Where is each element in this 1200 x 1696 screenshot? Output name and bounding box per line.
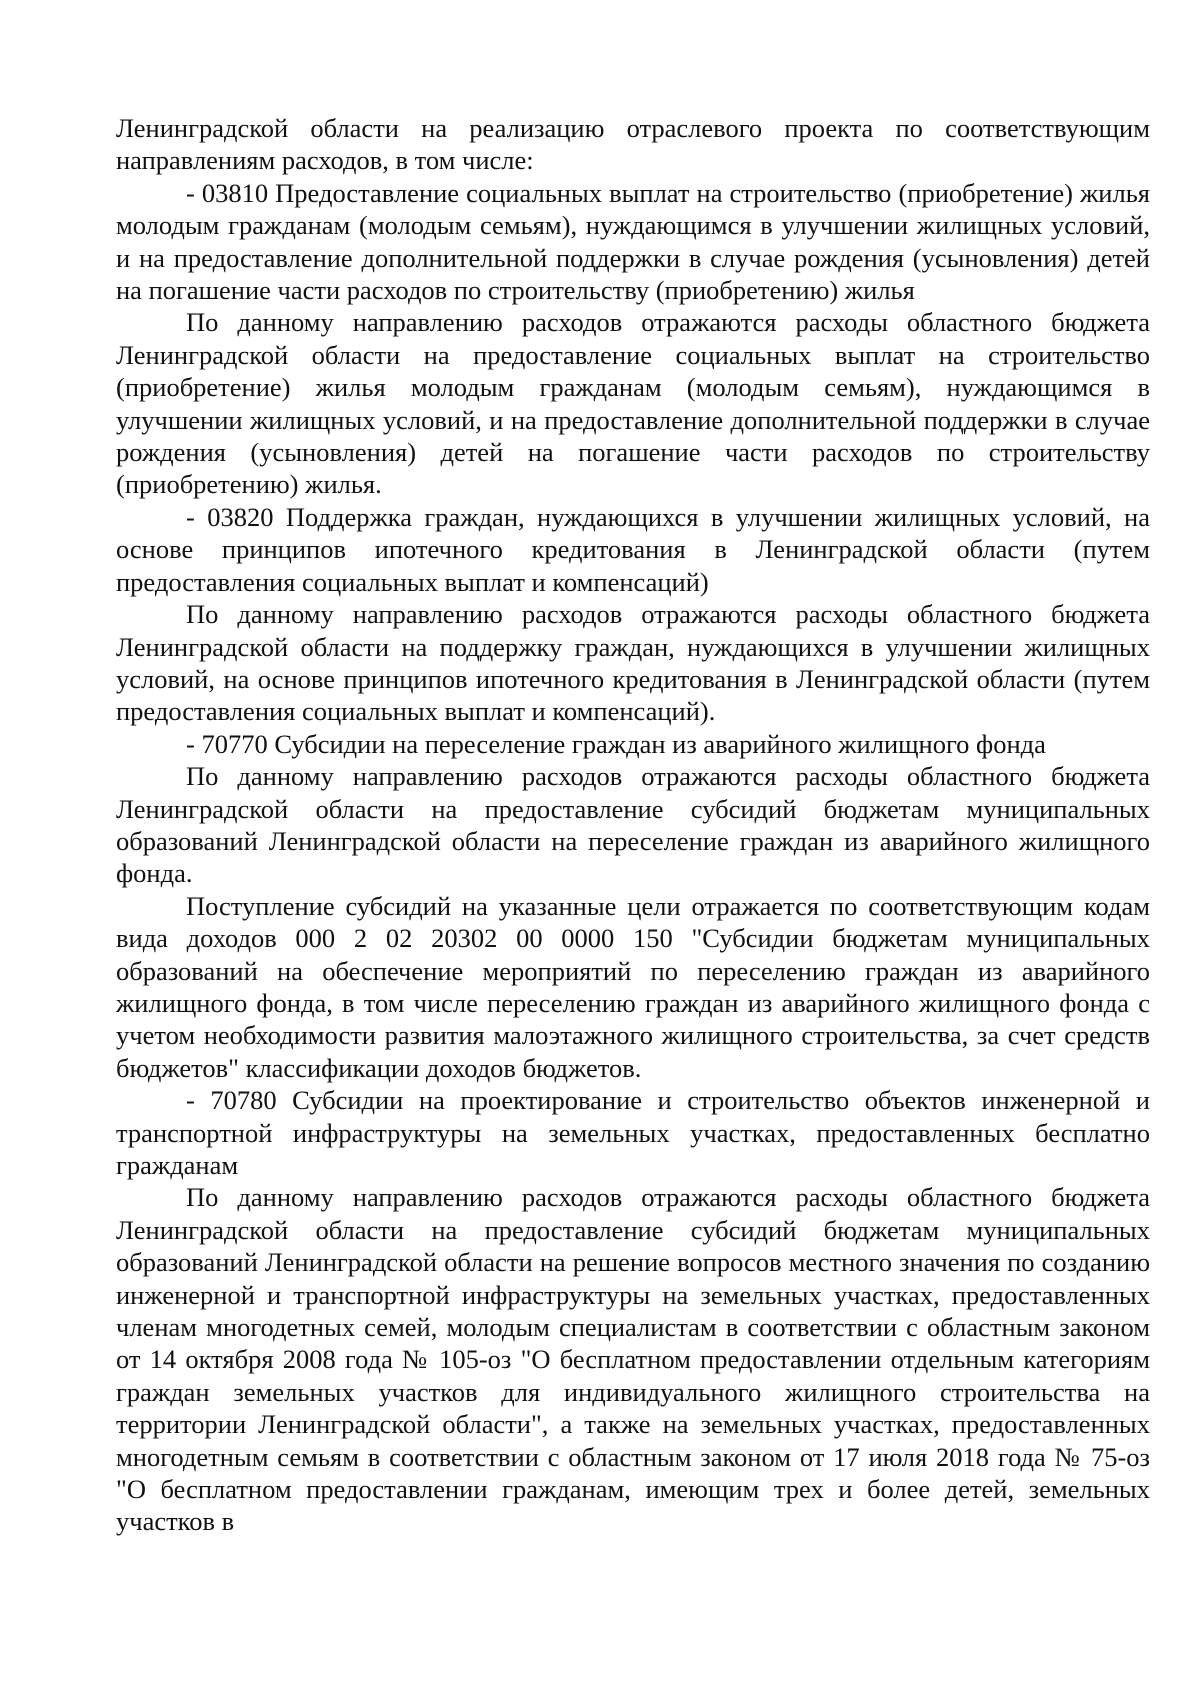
paragraph-6: - 70770 Субсидии на переселение граждан из аварийного жилищного фонда <box>186 728 1046 759</box>
paragraph-3: По данному направлению расходов отражаются расходы областного бюджета Ленинградской области на предоставление социальных выплат на строительство (приобретение) жилья молодым гражданам (молодым семьям), нуждающимся в улучшении жилищных условий, и на предоставление дополнительной поддержки в случае рождения (усыновления) детей на погашение части расходов по строительству (приобретению) жилья. <box>116 307 1150 500</box>
paragraph-5: По данному направлению расходов отражаются расходы областного бюджета Ленинградской области на поддержку граждан, нуждающихся в улучшении жилищных условий, на основе принципов ипотечного кредитования в Ленинградской области (путем предоставления социальных выплат и компенсаций). <box>116 599 1150 727</box>
paragraph-9: - 70780 Субсидии на проектирование и строительство объектов инженерной и транспортной инфраструктуры на земельных участках, предоставленных бесплатно гражданам <box>116 1085 1150 1180</box>
paragraph-1: Ленинградской области на реализацию отраслевого проекта по соответствующим направлениям расходов, в том числе: <box>116 113 1150 176</box>
paragraph-2: - 03810 Предоставление социальных выплат на строительство (приобретение) жилья молодым гражданам (молодым семьям), нуждающимся в улучшении жилищных условий, и на предоставление дополнительной поддержки в случае рождения (усыновления) детей на погашение части расходов по строительству (приобретению) жилья <box>116 177 1150 306</box>
paragraph-8: Поступление субсидий на указанные цели отражается по соответствующим кодам вида доходов 000 2 02 20302 00 0000 150 "Субсидии бюджетам муниципальных образований на обеспечение мероприятий по переселению граждан из аварийного жилищного фонда, в том числе переселению граждан из аварийного жилищного фонда с учетом необходимости развития малоэтажного жилищного строительства, за счет средств бюджетов" классификации доходов бюджетов. <box>116 890 1150 1083</box>
document-page <box>116 112 1150 1538</box>
paragraph-10: По данному направлению расходов отражаются расходы областного бюджета Ленинградской области на предоставление субсидий бюджетам муниципальных образований Ленинградской области на решение вопросов местного значения по созданию инженерной и транспортной инфраструктуры на земельных участках, предоставленных членам многодетных семей, молодым специалистам в соответствии с областным законом от 14 октября 2008 года № 105-оз "О бесплатном предоставлении отдельным категориям граждан земельных участков для индивидуального жилищного строительства на территории Ленинградской области", а также на земельных участках, предоставленных многодетным семьям в соответствии с областным законом от 17 июля 2018 года № 75-оз "О бесплатном предоставлении гражданам, имеющим трех и более детей, земельных участков в <box>116 1182 1150 1537</box>
paragraph-7: По данному направлению расходов отражаются расходы областного бюджета Ленинградской области на предоставление субсидий бюджетам муниципальных образований Ленинградской области на переселение граждан из аварийного жилищного фонда. <box>116 761 1150 889</box>
paragraph-4: - 03820 Поддержка граждан, нуждающихся в улучшении жилищных условий, на основе принципов ипотечного кредитования в Ленинградской области (путем предоставления социальных выплат и компенсаций) <box>116 501 1150 597</box>
